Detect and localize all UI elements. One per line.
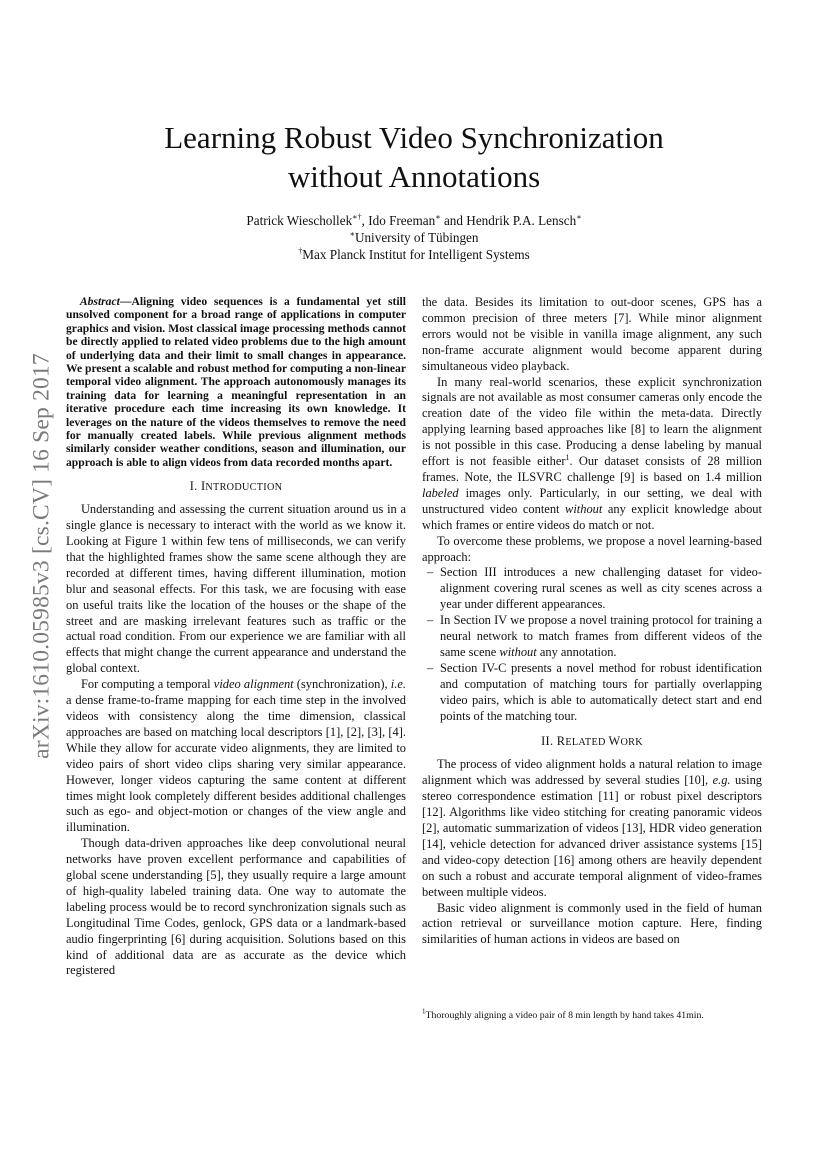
right-column: [422, 295, 762, 948]
arxiv-stamp: [22, 306, 62, 806]
intro-paragraph-4: [422, 375, 762, 534]
author-2: Ido Freeman: [368, 213, 436, 228]
affiliation-1: [0, 229, 828, 246]
intro-paragraph-5: To overcome these problems, we propose a novel learning-based approach:: [422, 533, 762, 564]
arxiv-identifier: arXiv:1610.05985v3 [cs.CV] 16 Sep 2017: [28, 353, 55, 759]
text-run: The process of video alignment holds a natural relation to image alignment which was addressed by several studies [10],: [422, 757, 762, 788]
affiliation-2: [0, 246, 828, 263]
text-run: . Our dataset consists of 28 million frames. Note, the ILSVRC challenge [9] is based on 1.4 million: [422, 454, 762, 484]
text-run: any explicit knowledge about which frames or entire videos do match or not.: [422, 501, 762, 532]
abstract-text: —Aligning video sequences is a fundamental yet still unsolved component for a broad range of applications in computer graphics and vision. Most classical image processing methods cannot be directly applied to related video problems due to the high amount of underlying data and their limit to small changes in appearance. We present a scalable and robust method for computing a non-linear temporal video alignment. The approach autonomously manages its training data for learning a meaningful representation in an iterative procedure each time increasing its own knowledge. It leverages on the nature of the videos themselves to remove the need for manually created labels. While previous alignment methods similarly consider weather conditions, season and illumination, our approach is able to align videos from data recorded months apart.: [66, 295, 406, 469]
section-initial: R: [556, 734, 566, 749]
contribution-list: [422, 565, 762, 724]
paper-title: [0, 118, 828, 196]
intro-paragraph-3-continued: the data. Besides its limitation to out-door scenes, GPS has a common precision of three meters [7]. While minor alignment errors would not be visible in vanilla image alignment, any such non-frame accurate alignment would become apparent during simultaneous video playback.: [422, 295, 762, 373]
text-run: (synchronization),: [293, 677, 391, 692]
section-number: II.: [541, 734, 557, 749]
title-line-1: Learning Robust Video Synchronization: [164, 120, 664, 155]
text-run: In many real-world scenarios, these explicit synchronization signals are not available as most consumer cameras only encode the creation date of the video file within the meta-data. Directly applying learning based approaches like [8] to learn the alignment is not possible in this case. Producing a dense labeling by manual effort is not feasible either: [422, 374, 762, 469]
footnote-ref: 1: [565, 452, 570, 462]
text-run: a dense frame-to-frame mapping for each time step in the involved videos with consistency along the time dimension, classical approaches are based on matching local descriptors [1], [2], [3], [4]. While they allow for accurate video alignments, they are limited to video pairs of short video clips sharing very similar appearance. However, longer videos capturing the same content at different times might look completely different besides additional challenges such as ego- and object-motion or changes of the view angle and illumination.: [66, 693, 406, 835]
text-run: In Section IV we propose a novel training protocol for training a neural network to match frames from different videos of the same scene: [440, 613, 762, 659]
abstract-label: Abstract: [79, 295, 120, 308]
affiliation-1-text: University of Tübingen: [354, 230, 479, 245]
list-item: [440, 613, 762, 661]
section-initial: W: [608, 734, 621, 749]
intro-paragraph-1: Understanding and assessing the current situation around us in a single glance is necessary to interact with the world as we know it. Looking at Figure 1 within few tens of milliseconds, we can verify that the highlighted frames show the same scene although they are recorded at different times, having different illumination, motion blur and seasonal effects. For this task, we are focusing with ease on useful traits like the location of the houses or the shape of the street and are masking irrelevant features such as traffic or the actual road condition. From our experience we are familiar with all effects that might change the current appearance and understand the global context.: [66, 502, 406, 676]
text-run: any annotation.: [536, 644, 617, 659]
section-initial: I: [200, 479, 206, 494]
section-heading-related-work: [422, 734, 762, 751]
related-paragraph-2: Basic video alignment is commonly used in the field of human action retrieval or surveillance motion capture. Here, finding similarities of human actions in videos are based on: [422, 900, 762, 947]
affiliation-1-mark: ∗: [349, 229, 355, 239]
affiliation-2-text: Max Planck Institut for Intelligent Systems: [302, 247, 530, 262]
emphasis: without: [565, 501, 603, 516]
emphasis: labeled: [422, 485, 459, 500]
author-3-mark: ∗: [576, 212, 582, 222]
author-2-mark: ∗: [435, 212, 441, 222]
emphasis: without: [499, 644, 537, 659]
left-column: [66, 295, 406, 979]
text-run: using stereo correspondence estimation [11] or robust pixel descriptors [12]. Algorithms like video stitching for creating panoramic videos [2], automatic summarization of videos [13], HDR video generation [14], vehicle detection for advanced driver assistance systems [15] and video-copy detection [16] among others are heavily dependent on such a robust and accurate temporal alignment of video-frames between multiple videos.: [422, 773, 763, 899]
intro-paragraph-2: [66, 677, 406, 836]
list-item: – Section III introduces a new challenging dataset for video-alignment covering rural scenes as well as city scenes across a year under different appearances.: [440, 565, 762, 613]
affiliation-2-mark: †: [298, 246, 303, 256]
emphasis: i.e.: [390, 677, 406, 692]
intro-paragraph-3: Though data-driven approaches like deep convolutional neural networks have proven excellent performance and capabilities of global scene understanding [5], they usually require a large amount of high-quality labeled training data. One way to automate the labeling process would be to record synchronization signals such as Longitudinal Time Codes, genlock, GPS data or a landmark-based audio fingerprinting [6] during acquisition. Solutions based on this kind of additional data are as accurate as the device which registered: [66, 836, 406, 978]
section-smallcaps: NTRODUCTION: [205, 482, 283, 494]
footnote-mark: 1: [422, 1007, 426, 1016]
footnote-text: Thoroughly aligning a video pair of 8 min length by hand takes 41min.: [425, 1010, 704, 1021]
title-line-2: without Annotations: [287, 159, 541, 194]
emphasis: video alignment: [213, 677, 294, 692]
section-heading-introduction: [66, 479, 406, 496]
author-separator: ,: [361, 213, 369, 228]
author-1-mark: ∗†: [352, 212, 362, 222]
abstract: [66, 295, 406, 469]
section-number: I.: [189, 479, 201, 494]
section-smallcaps: ORK: [620, 737, 643, 749]
author-3: Hendrik P.A. Lensch: [466, 213, 577, 228]
footnote: [422, 1007, 762, 1022]
author-block: [0, 212, 828, 263]
author-line: [0, 212, 828, 229]
author-separator: and: [440, 213, 467, 228]
text-run: images only. Particularly, in our setting, we deal with unstructured video content: [422, 485, 762, 516]
text-run: For computing a temporal: [80, 677, 214, 692]
emphasis: e.g.: [712, 773, 731, 788]
related-paragraph-1: [422, 757, 762, 900]
author-1: Patrick Wieschollek: [246, 213, 353, 228]
section-smallcaps: ELATED: [565, 737, 609, 749]
list-item: – Section IV-C presents a novel method for robust identification and computation of matching tours for partially overlapping video pairs, which is able to automatically detect start and end points of the matching tour.: [440, 661, 762, 725]
